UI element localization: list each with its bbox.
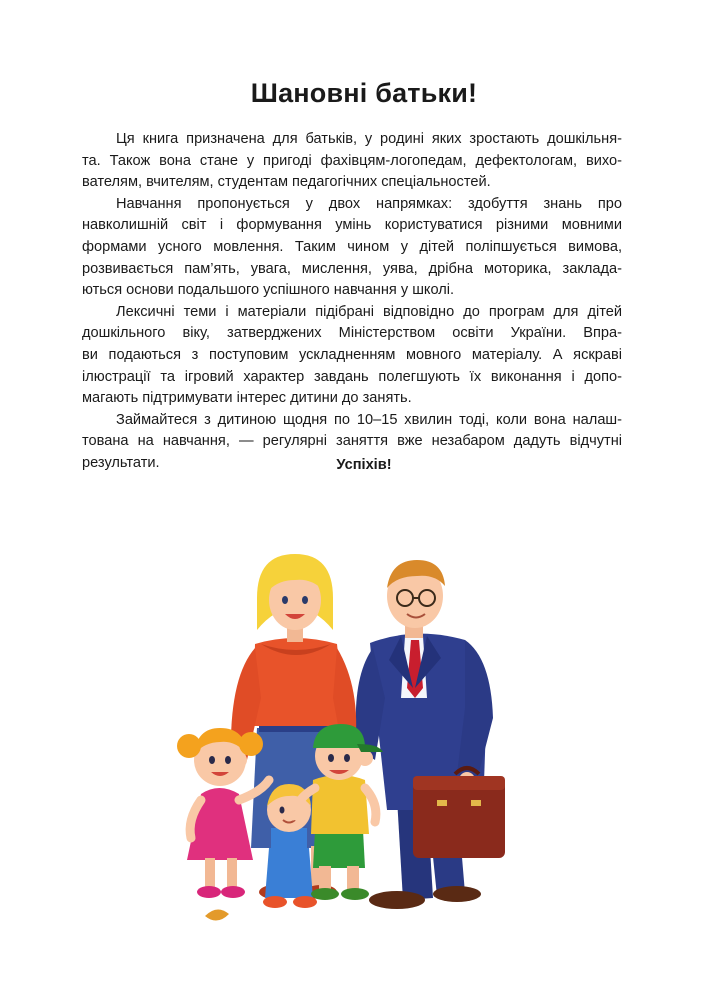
father-figure xyxy=(356,560,505,909)
text-line: ються основи подальшого успішного навчання у школі. xyxy=(82,282,455,299)
text-line: тована на навчання, — регулярні заняття вже незабаром дадуть відчутні xyxy=(82,433,622,450)
leaf-icon xyxy=(205,909,229,920)
text-line: розвивається пам’ять, увага, мислення, уява, дрібна моторика, заклада- xyxy=(82,260,622,277)
text-line: ілюстрації та ігровий характер завдань полегшують їх виконання і допо- xyxy=(82,368,622,385)
paragraph-2 xyxy=(82,194,622,302)
intro-text xyxy=(82,129,622,475)
text-line: магають підтримувати інтерес дитини до занять. xyxy=(82,390,412,407)
briefcase-icon xyxy=(413,768,505,858)
text-line: Навчання пропонується у двох напрямках: здобуття знань про xyxy=(116,195,622,212)
text-line: Займайтеся з дитиною щодня по 10–15 хвилин тоді, коли вона налаш- xyxy=(116,411,622,428)
paragraph-1 xyxy=(82,129,622,194)
text-line: вателям, вчителям, студентам педагогічних спеціальностей. xyxy=(82,174,491,191)
text-line: Лексичні теми і матеріали підібрані відповідно до програм для дітей xyxy=(116,303,622,320)
family-illustration-icon xyxy=(165,548,565,933)
text-line: дошкільного віку, затверджених Міністерством освіти України. Впра- xyxy=(82,325,622,342)
page-title: Шановні батьки! xyxy=(250,78,478,108)
text-line: Ця книга призначена для батьків, у родині яких зростають дошкільня- xyxy=(116,131,622,147)
paragraph-3 xyxy=(82,302,622,410)
text-line: навколишній світ і формування умінь користуватися різними мовними xyxy=(82,217,622,234)
text-line: результати. xyxy=(82,454,160,471)
text-line: та. Також вона стане у пригоді фахівцям-логопедам, дефектологам, вихо- xyxy=(82,152,622,169)
closing-wish: Успіхів! xyxy=(336,457,392,473)
text-line: формами усного мовлення. Таким чином у дітей поліпшується вимова, xyxy=(82,238,622,255)
text-line: ви подаються з поступовим ускладненням мовного матеріалу. А яскраві xyxy=(82,346,622,363)
